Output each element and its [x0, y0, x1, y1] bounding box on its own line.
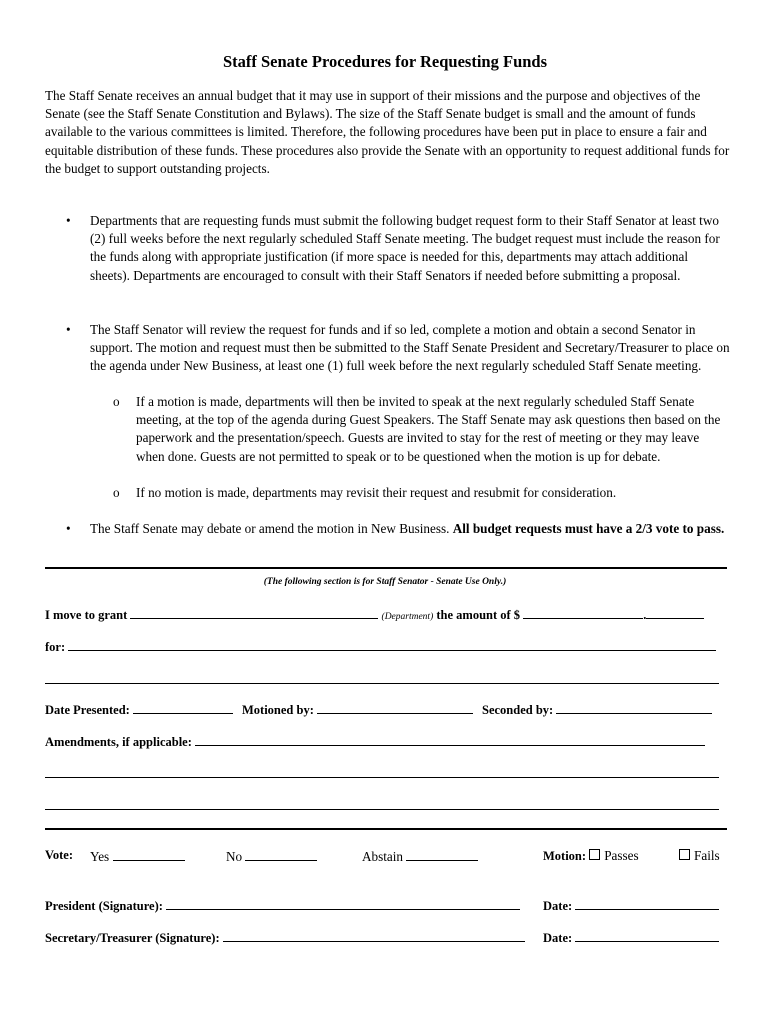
vote-abstain-row [362, 848, 478, 865]
president-date-label: Date: [543, 899, 573, 913]
motioned-by-field[interactable] [317, 701, 473, 714]
section-divider-top [45, 567, 727, 569]
vote-yes-row [90, 848, 185, 865]
sub-item-2 [113, 484, 731, 502]
no-count-field[interactable] [245, 848, 317, 861]
seconded-by-row [482, 701, 712, 718]
senate-use-note: (The following section is for Staff Senator - Senate Use Only.) [263, 577, 507, 587]
amendments-field[interactable] [195, 733, 705, 746]
president-signature-row [45, 897, 520, 914]
motioned-by-row [242, 701, 473, 718]
fails-checkbox-icon[interactable] [679, 849, 690, 860]
seconded-by-field[interactable] [556, 701, 712, 714]
amount-cents-field[interactable] [646, 606, 704, 619]
date-presented-field[interactable] [133, 701, 233, 714]
for-label: for: [45, 640, 66, 654]
secretary-date-field[interactable] [575, 929, 719, 942]
vote-no-row [226, 848, 317, 865]
bullet-dot: • [66, 213, 71, 228]
president-date-field[interactable] [575, 897, 719, 910]
bullet-dot: • [66, 521, 71, 536]
department-label: (Department) [381, 612, 434, 622]
bullet-item-1 [66, 212, 730, 285]
amendments-field-line-3[interactable] [45, 809, 719, 810]
document-title: Staff Senate Procedures for Requesting Funds [222, 52, 548, 71]
seconded-by-label: Seconded by: [482, 703, 554, 717]
president-signature-label: President (Signature): [45, 899, 163, 913]
abstain-label: Abstain [362, 849, 404, 864]
sub-bullet-marker: o [113, 394, 120, 409]
department-field[interactable] [130, 606, 378, 619]
for-row [45, 638, 716, 655]
amendments-field-line-2[interactable] [45, 777, 719, 778]
intro-paragraph: The Staff Senate receives an annual budget that it may use in support of their missions and the purpose and objectives of the Senate (see the Staff Senate Constitution and Bylaws). The size of the Staff Senate budget is small and the amount of funds available to the various committees is limited. Therefore, the following procedures have been put in place to ensure a fair and equitable distribution of these funds. These procedures also provide the Senate with an opportunity to request additional funds for the budget to support outstanding projects. [45, 88, 730, 176]
section-divider-bottom [45, 828, 727, 830]
yes-count-field[interactable] [113, 848, 185, 861]
passes-checkbox-icon[interactable] [589, 849, 600, 860]
bullet-text: Departments that are requesting funds must submit the following budget request form to their Staff Senator at least two (2) full weeks before the next regularly scheduled Staff Senate meeting. The budget request must include the reason for the funds along with appropriate justification (if more space is needed for this, departments may attach additional sheets). Departments are encouraged to consult with their Staff Senators if needed before submitting a proposal. [90, 213, 720, 283]
motioned-by-label: Motioned by: [242, 703, 314, 717]
amendments-row [45, 733, 705, 750]
for-field-line-2[interactable] [45, 683, 719, 684]
abstain-count-field[interactable] [406, 848, 478, 861]
amendments-label: Amendments, if applicable: [45, 735, 192, 749]
vote-label: Vote: [45, 848, 74, 862]
yes-label: Yes [90, 849, 110, 864]
passes-label: Passes [604, 848, 639, 863]
secretary-date-row [543, 929, 719, 946]
grant-label: I move to grant [45, 608, 128, 622]
bullet-item-2 [66, 321, 730, 376]
for-field[interactable] [68, 638, 716, 651]
secretary-signature-label: Secretary/Treasurer (Signature): [45, 931, 220, 945]
fails-option[interactable] [679, 848, 720, 864]
bullet-item-3 [66, 520, 730, 538]
sub-item-text: If a motion is made, departments will then be invited to speak at the next regularly scheduled Staff Senate meeting, at the top of the agenda during Guest Speakers. The Staff Senate may ask questions then based on the paperwork and the presentation/speech. Guests are invited to stay for the rest of meeting or they may leave when done. Guests are not permitted to speak or to be questioned when the motion is up for debate. [136, 394, 721, 464]
grant-row [45, 606, 704, 623]
date-presented-label: Date Presented: [45, 703, 130, 717]
president-date-row [543, 897, 719, 914]
no-label: No [226, 849, 243, 864]
bullet-text: The Staff Senator will review the request for funds and if so led, complete a motion and obtain a second Senator in support. The motion and request must then be submitted to the Staff Senate President and Secretary/Treasurer to place on the agenda under New Business, at least one (1) full week before the next regularly scheduled Staff Senate meeting. [90, 322, 730, 374]
amount-decimal: . [643, 608, 647, 622]
passes-option[interactable] [589, 848, 638, 863]
amount-dollars-field[interactable] [523, 606, 643, 619]
president-signature-field[interactable] [166, 897, 520, 910]
secretary-signature-field[interactable] [223, 929, 525, 942]
amount-label: the amount of $ [436, 608, 521, 622]
bullet-bold-text: All budget requests must have a 2/3 vote to pass. [452, 521, 725, 536]
secretary-signature-row [45, 929, 525, 946]
fails-label: Fails [694, 848, 720, 863]
sub-bullet-marker: o [113, 485, 120, 500]
sub-item-1 [113, 393, 731, 466]
sub-item-text: If no motion is made, departments may revisit their request and resubmit for consideration. [136, 485, 617, 500]
bullet-dot: • [66, 322, 71, 337]
motion-label: Motion: [543, 849, 587, 863]
date-presented-row [45, 701, 233, 718]
motion-result-row [543, 848, 639, 864]
secretary-date-label: Date: [543, 931, 573, 945]
bullet-text: The Staff Senate may debate or amend the motion in New Business. [90, 521, 453, 536]
